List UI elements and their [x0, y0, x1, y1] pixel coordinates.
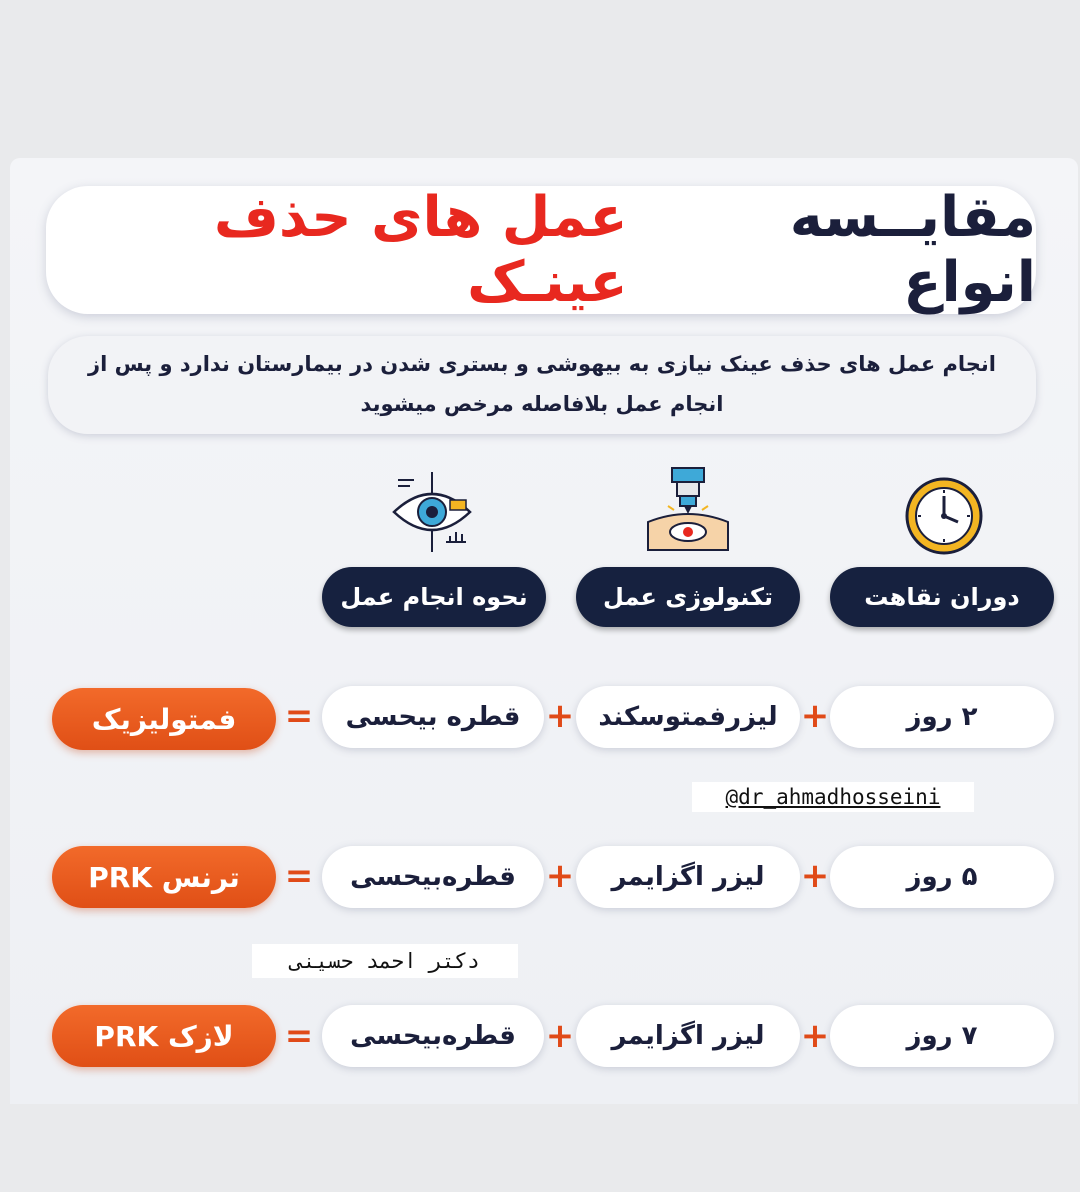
plus-operator: +	[800, 696, 830, 736]
page-title	[46, 186, 1036, 314]
plus-operator: +	[800, 856, 830, 896]
row-2-method: قطره‌بیحسی	[322, 846, 544, 908]
watermark-name: دکتر احمد حسینی	[252, 944, 518, 978]
intro-line-1: انجام عمل های حذف عینک نیازی به بیهوشی و بستری شدن در بیمارستان ندارد و پس از	[88, 352, 996, 376]
plus-operator: +	[800, 1016, 830, 1056]
equals-operator: =	[284, 1016, 314, 1056]
plus-operator: +	[545, 1016, 575, 1056]
row-3-method: قطره‌بیحسی	[322, 1005, 544, 1067]
row-1-method: قطره بیحسی	[322, 686, 544, 748]
row-2-technology: لیزر اگزایمر	[576, 846, 800, 908]
header-method: نحوه انجام عمل	[322, 567, 546, 627]
row-3-recovery: ۷ روز	[830, 1005, 1054, 1067]
row-3-result: لازک PRK	[52, 1005, 276, 1067]
equals-operator: =	[284, 696, 314, 736]
title-part-dark: مقایــسه انواع	[789, 185, 1036, 315]
header-technology: تکنولوژی عمل	[576, 567, 800, 627]
row-1-recovery: ۲ روز	[830, 686, 1054, 748]
laser-machine-icon	[644, 466, 732, 556]
header-recovery: دوران نقاهت	[830, 567, 1054, 627]
title-part-red: عمل های حذف عینـک	[213, 185, 628, 315]
equals-operator: =	[284, 856, 314, 896]
row-3-technology: لیزر اگزایمر	[576, 1005, 800, 1067]
row-2-recovery: ۵ روز	[830, 846, 1054, 908]
intro-line-2: انجام عمل بلافاصله مرخص میشوید	[360, 392, 724, 416]
eye-scan-icon	[388, 470, 476, 558]
clock-icon	[904, 476, 984, 560]
plus-operator: +	[545, 856, 575, 896]
intro-box	[48, 336, 1036, 434]
plus-operator: +	[545, 696, 575, 736]
row-2-result: ترنس PRK	[52, 846, 276, 908]
row-1-result: فمتولیزیک	[52, 688, 276, 750]
watermark-handle: @dr_ahmadhosseini	[692, 782, 974, 812]
row-1-technology: لیزرفمتوسکند	[576, 686, 800, 748]
